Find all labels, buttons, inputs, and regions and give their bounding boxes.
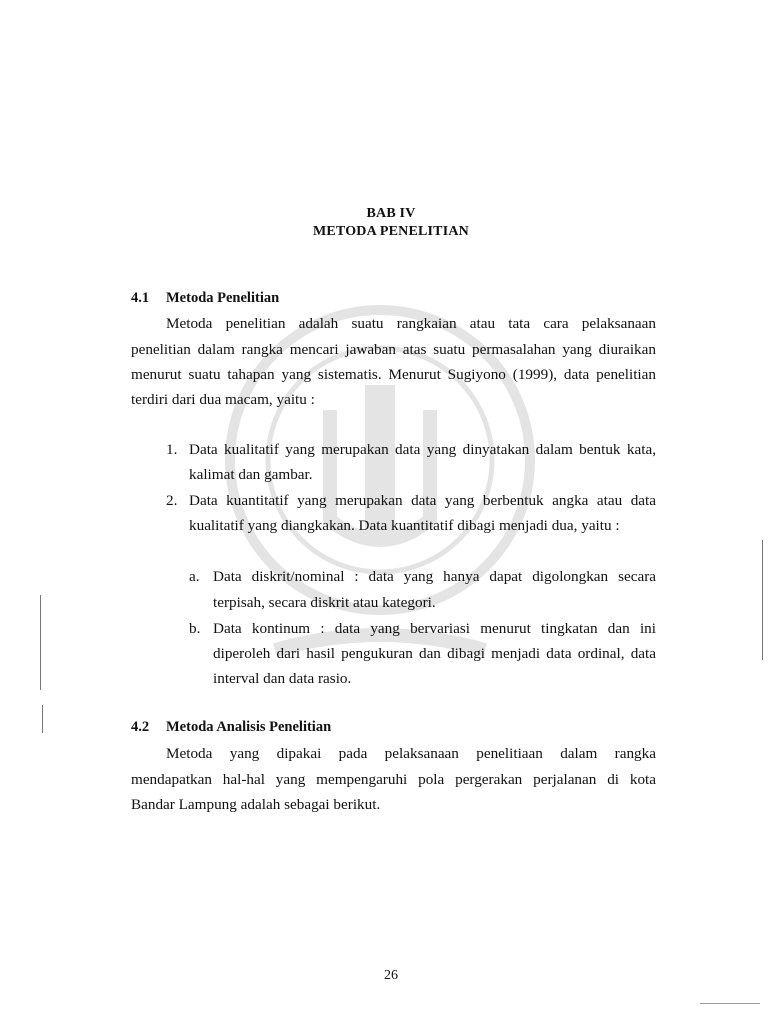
section-title: Metoda Analisis Penelitian [166,719,332,735]
sublist-item-line: Data kontinum : data yang bervariasi menurut tingkatan dan ini [213,620,656,637]
scan-edge-line [762,540,763,660]
list-item-line: Data kuantitatif yang merupakan data yang berbentuk angka atau data [189,492,656,509]
section-number: 4.1 [131,290,150,306]
chapter-label: BAB IV [366,206,416,221]
section-heading [131,290,279,307]
paragraph-line: Bandar Lampung adalah sebagai berikut. [131,796,381,813]
chapter-title: METODA PENELITIAN [312,224,469,239]
paragraph-line: Metoda yang dipakai pada pelaksanaan penelitiaan dalam rangka [166,745,656,762]
paragraph-line: menurut suatu tahapan yang sistematis. Menurut Sugiyono (1999), data penelitian [131,366,656,383]
page-number: 26 [384,968,398,983]
sublist-item-line: Data diskrit/nominal : data yang hanya dapat digolongkan secara [213,568,656,585]
list-item-line: kalimat dan gambar. [189,466,313,483]
section-heading [131,719,331,736]
sublist-item-line: diperoleh dari hasil pengukuran dan dibagi menjadi data ordinal, data [213,645,656,662]
scan-edge-line [40,595,41,690]
paragraph-line: terdiri dari dua macam, yaitu : [131,391,315,408]
sublist-marker: a. [189,568,200,585]
list-item-line: kualitatif yang diangkakan. Data kuantitatif dibagi menjadi dua, yaitu : [189,517,620,534]
scan-edge-line [700,1003,760,1004]
sublist-item-line: terpisah, secara diskrit atau kategori. [213,594,436,611]
sublist-item-line: interval dan data rasio. [213,670,352,687]
list-marker: 2. [166,492,178,509]
paragraph-line: Metoda penelitian adalah suatu rangkaian atau tata cara pelaksanaan [166,315,656,332]
list-item-line: Data kualitatif yang merupakan data yang dinyatakan dalam bentuk kata, [189,441,656,458]
paragraph-line: mendapatkan hal-hal yang mempengaruhi pola pergerakan perjalanan di kota [131,771,656,788]
sublist-marker: b. [189,620,201,637]
paragraph-line: penelitian dalam rangka mencari jawaban atas suatu permasalahan yang diuraikan [131,341,656,358]
section-title: Metoda Penelitian [166,290,280,306]
section-number: 4.2 [131,719,150,735]
scan-edge-line [42,705,43,733]
list-marker: 1. [166,441,178,458]
